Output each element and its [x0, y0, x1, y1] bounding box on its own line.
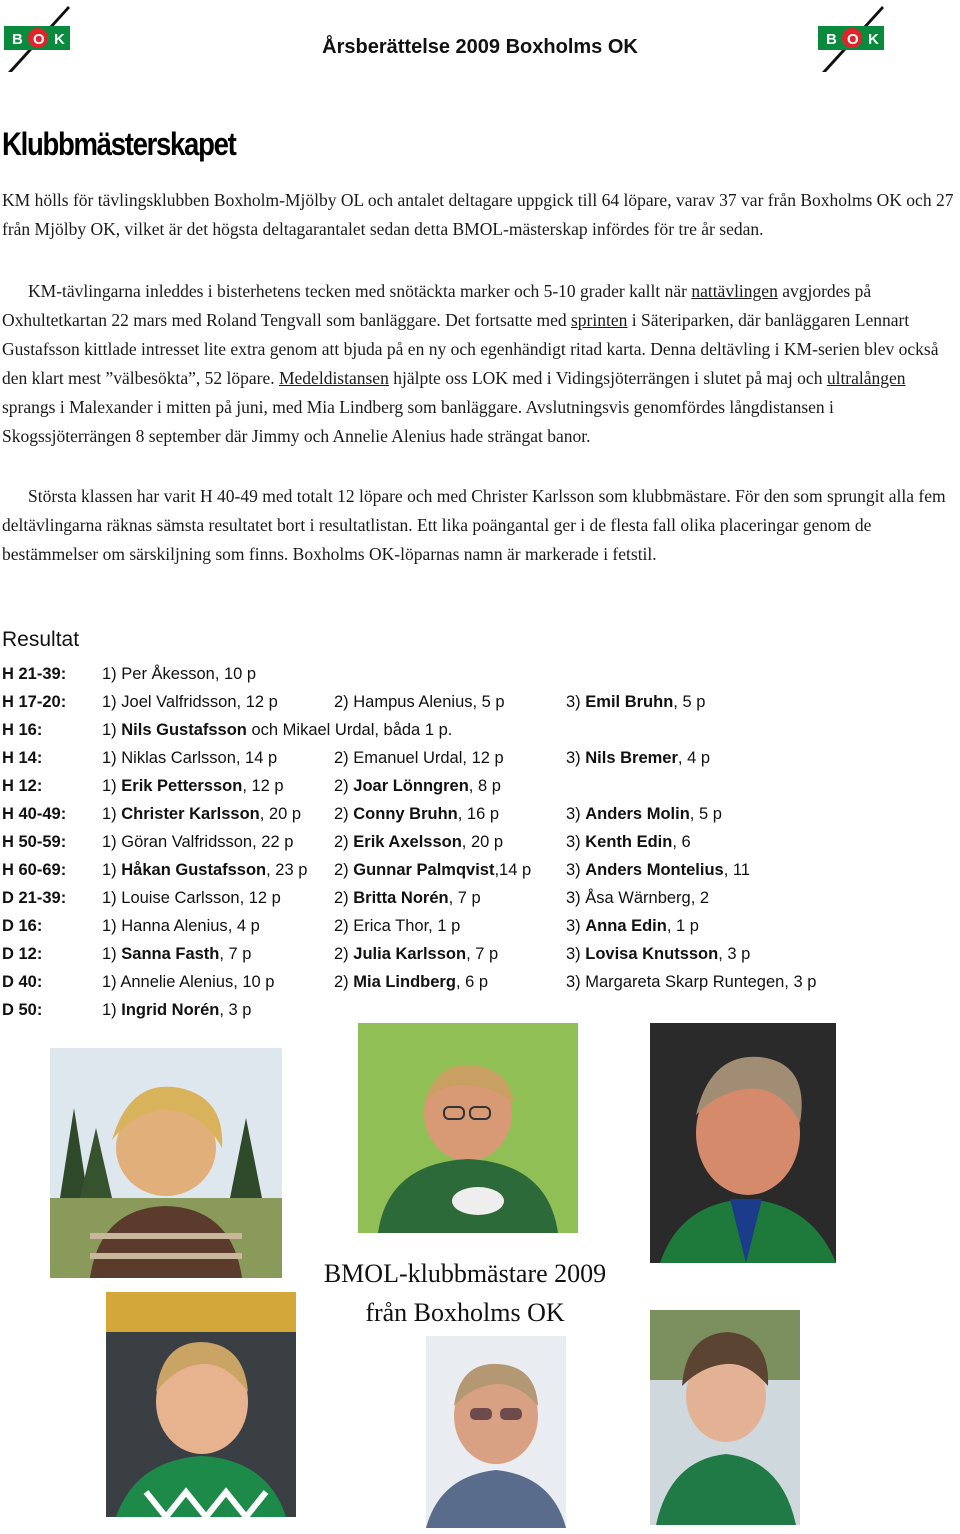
logo-letter-b: B [826, 31, 837, 48]
result-placing [102, 800, 301, 828]
result-class: H 16: [2, 721, 43, 739]
result-text: 2) [334, 917, 354, 935]
result-text: 1) [102, 833, 122, 851]
runner-name-boxholm: Anders Molin [585, 805, 690, 823]
result-text: 2) [334, 805, 354, 823]
result-class: D 12: [2, 945, 43, 963]
result-placing [334, 688, 505, 716]
result-placing [566, 968, 816, 996]
result-text: 1) [102, 749, 122, 767]
runner-name-boxholm: Christer Karlsson [121, 805, 260, 823]
result-placing [102, 912, 260, 940]
result-placing [102, 968, 275, 996]
result-text: ,14 p [494, 861, 532, 879]
result-placing [566, 940, 750, 968]
result-placing [334, 856, 531, 884]
logo-letter-b: B [12, 31, 23, 48]
result-placing [566, 912, 699, 940]
runner-name: Louise Carlsson [121, 889, 240, 907]
result-text: 3) [566, 749, 586, 767]
runner-name: Göran Valfridsson [121, 833, 253, 851]
result-text: , 2 [690, 889, 710, 907]
logo-letter-o: O [847, 31, 859, 48]
result-text: 3) [566, 861, 586, 879]
result-text: , 20 p [259, 805, 302, 823]
result-row [2, 968, 958, 996]
result-class: H 40-49: [2, 805, 67, 823]
result-text: 3) [566, 693, 586, 711]
result-text: , 6 [672, 833, 691, 851]
runner-name-boxholm: Lovisa Knutsson [585, 945, 719, 963]
text-run: i Säteriparken, där banläggaren Lennart Gustafsson kittlade intresset lite extra genom att bjuda på en ny och egenhändigt ritad karta. Denna deltävling i KM-serien blev också den klart mest ”välbesökta”, 52 löpare. [2, 310, 939, 388]
photo-older-man [650, 1023, 836, 1263]
logo-letter-o: O [33, 31, 45, 48]
logo-letter-k: K [54, 31, 65, 48]
result-text: 1) [102, 1001, 122, 1019]
result-placing [334, 940, 498, 968]
link-medeldistansen: Medeldistansen [278, 368, 389, 388]
result-text: , 1 p [428, 917, 461, 935]
runner-name-boxholm: Kenth Edin [585, 833, 673, 851]
text-run: sprangs i Malexander i mitten på juni, med Mia Lindberg som banläggare. Avslutningsvis genomfördes långdistansen i Skogssjöterrängen 8 september där Jimmy och Annelie Alenius hade strängat banor. [2, 397, 834, 446]
result-text: 2) [334, 749, 354, 767]
result-text: , 12 p [236, 693, 278, 711]
photo-man-glasses [358, 1023, 578, 1233]
photo-junior-girl [106, 1292, 296, 1517]
link-nattavlingen: nattävlingen [691, 281, 778, 301]
runner-name-boxholm: Julia Karlsson [353, 945, 467, 963]
result-text: , 22 p [252, 833, 294, 851]
runner-name-boxholm: Sanna Fasth [121, 945, 220, 963]
result-text: 1) [102, 861, 122, 879]
result-placing [102, 940, 251, 968]
result-text: 1) [102, 917, 122, 935]
runner-name-boxholm: Anna Edin [585, 917, 667, 935]
section-title: Klubbmästerskapet [2, 126, 236, 162]
caption-line-2: från Boxholms OK [365, 1298, 565, 1327]
result-text: , 16 p [457, 805, 500, 823]
result-placing [566, 800, 722, 828]
result-class: H 50-59: [2, 833, 67, 851]
runner-name: Annelie Alenius [120, 973, 234, 991]
result-placing [102, 996, 251, 1024]
runner-name: Hampus Alenius [353, 693, 473, 711]
result-class: H 17-20: [2, 693, 67, 711]
result-text: 3) [566, 945, 586, 963]
photo-woman-glasses [426, 1336, 566, 1528]
result-text: 1) [102, 665, 122, 683]
result-placing [102, 660, 256, 688]
document-header-title: Årsberättelse 2009 Boxholms OK [322, 36, 638, 58]
paragraph-summary: Största klassen har varit H 40-49 med totalt 12 löpare och med Christer Karlsson som klubbmästare. För den som sprungit alla fem deltävlingarna räknas sämsta resultatet bort i resultatlistan. Ett lika poängantal ger i de flesta fall olika placeringar genom de bestämmelser om särskiljning som finns. Boxholms OK-löparnas namn är markerade i fetstil. [2, 486, 946, 564]
result-class: H 21-39: [2, 665, 67, 683]
result-text: 1) [102, 777, 122, 795]
runner-name: Erica Thor [353, 917, 429, 935]
runner-name-boxholm: Nils Bremer [585, 749, 678, 767]
result-class: H 12: [2, 777, 43, 795]
runner-name: Niklas Carlsson [121, 749, 236, 767]
result-text: , 10 p [233, 973, 275, 991]
result-class: D 21-39: [2, 889, 67, 907]
result-text: 3) [566, 805, 586, 823]
result-text: 3) [566, 917, 586, 935]
result-class: D 50: [2, 1001, 43, 1019]
runner-name-boxholm: Mia Lindberg [353, 973, 456, 991]
result-placing [102, 884, 281, 912]
runner-name-boxholm: Håkan Gustafsson [121, 861, 267, 879]
result-placing [334, 744, 504, 772]
result-text: , 12 p [242, 777, 284, 795]
result-class: H 60-69: [2, 861, 67, 879]
result-text: , 1 p [666, 917, 699, 935]
result-placing [102, 772, 284, 800]
result-text: , 4 p [677, 749, 711, 767]
text-run: hjälpte oss LOK med i Vidingsjöterrängen i slutet på maj och [388, 368, 827, 388]
caption-line-1: BMOL-klubbmästare 2009 [323, 1259, 607, 1288]
runner-name: Per Åkesson [121, 665, 215, 683]
result-row [2, 828, 958, 856]
result-text: , 7 p [219, 945, 252, 963]
result-class: D 16: [2, 917, 43, 935]
results-list [2, 660, 958, 1024]
text-run: KM-tävlingarna inleddes i bisterhetens tecken med snötäckta marker och 5-10 grader kallt när [28, 281, 692, 301]
photo-caption [300, 1254, 630, 1332]
result-text: och Mikael Urdal, båda 1 p. [246, 721, 453, 739]
runner-name-boxholm: Joar Lönngren [353, 777, 469, 795]
runner-name-boxholm: Conny Bruhn [353, 805, 458, 823]
result-placing [334, 968, 488, 996]
result-text: 1) [102, 889, 122, 907]
result-text: 1) [102, 693, 122, 711]
result-placing [102, 744, 277, 772]
paragraph-intro: KM hölls för tävlingsklubben Boxholm-Mjölby OL och antalet deltagare uppgick till 64 löpare, varav 37 var från Boxholms OK och 27 från Mjölby OK, vilket är det högsta deltagarantalet sedan detta BMOL-mästerskap infördes för tre år sedan. [2, 190, 954, 239]
result-placing [102, 856, 307, 884]
runner-name-boxholm: Nils Gustafsson [121, 721, 247, 739]
result-text: 2) [334, 945, 354, 963]
club-logo-right [816, 2, 888, 74]
result-row [2, 716, 958, 744]
result-text: , 3 p [219, 1001, 252, 1019]
result-row [2, 856, 958, 884]
link-sprinten: sprinten [571, 310, 628, 330]
result-text: , 3 p [784, 973, 817, 991]
runner-name-boxholm: Britta Norén [353, 889, 449, 907]
result-placing [566, 828, 691, 856]
runner-name-boxholm: Emil Bruhn [585, 693, 674, 711]
runner-name-boxholm: Erik Axelsson [353, 833, 462, 851]
result-row [2, 772, 958, 800]
result-text: 2) [334, 973, 354, 991]
result-row [2, 744, 958, 772]
runner-name-boxholm: Ingrid Norén [121, 1001, 220, 1019]
results-heading: Resultat [2, 628, 80, 651]
result-placing [566, 688, 705, 716]
runner-name-boxholm: Gunnar Palmqvist [353, 861, 495, 879]
result-placing [102, 828, 293, 856]
result-text: , 23 p [266, 861, 308, 879]
result-class: D 40: [2, 973, 43, 991]
result-text: , 3 p [718, 945, 751, 963]
runner-name: Åsa Wärnberg [585, 889, 691, 907]
runner-name: Joel Valfridsson [121, 693, 237, 711]
result-row [2, 800, 958, 828]
result-text: , 7 p [466, 945, 499, 963]
result-text: , 20 p [461, 833, 504, 851]
result-placing [566, 884, 709, 912]
result-row [2, 688, 958, 716]
result-text: , 12 p [239, 889, 281, 907]
result-text: , 7 p [448, 889, 481, 907]
result-text: , 11 [723, 861, 750, 879]
result-placing [102, 688, 278, 716]
result-text: 2) [334, 833, 354, 851]
result-text: , 5 p [673, 693, 706, 711]
result-row [2, 884, 958, 912]
result-text: 2) [334, 861, 354, 879]
result-placing [334, 772, 501, 800]
photo-junior-boy-2 [650, 1310, 800, 1525]
result-text: 1) [102, 805, 122, 823]
result-text: 2) [334, 693, 354, 711]
result-text: 3) [566, 833, 586, 851]
result-text: 1) [102, 721, 122, 739]
result-text: 2) [334, 889, 354, 907]
result-placing [102, 716, 452, 744]
result-text: , 4 p [227, 917, 260, 935]
result-text: 1) [102, 945, 122, 963]
paragraph-competitions [2, 277, 958, 451]
runner-name: Emanuel Urdal [353, 749, 463, 767]
result-text: , 14 p [235, 749, 278, 767]
result-text: , 12 p [462, 749, 504, 767]
runner-name-boxholm: Erik Pettersson [121, 777, 243, 795]
result-placing [334, 884, 481, 912]
result-text: 2) [334, 777, 354, 795]
logo-letter-k: K [868, 31, 879, 48]
result-text: , 10 p [214, 665, 257, 683]
result-placing [334, 800, 499, 828]
result-text: , 5 p [472, 693, 505, 711]
result-placing [334, 912, 460, 940]
result-row [2, 660, 958, 688]
runner-name: Hanna Alenius [121, 917, 228, 935]
result-class: H 14: [2, 749, 43, 767]
runner-name: Margareta Skarp Runtegen [585, 973, 785, 991]
runner-name-boxholm: Anders Montelius [585, 861, 724, 879]
result-text: 1) [102, 973, 121, 991]
result-text: , 5 p [689, 805, 722, 823]
result-text: , 6 p [455, 973, 489, 991]
result-text: 3) [566, 973, 586, 991]
result-row [2, 912, 958, 940]
link-ultralangen: ultralången [826, 368, 906, 388]
result-placing [566, 856, 750, 884]
result-text: , 8 p [468, 777, 501, 795]
result-row [2, 940, 958, 968]
result-placing [334, 828, 503, 856]
result-placing [566, 744, 710, 772]
result-text: 3) [566, 889, 586, 907]
result-row [2, 996, 958, 1024]
photo-junior-boy [50, 1048, 282, 1278]
text-run: avgjordes på Oxhultetkartan 22 mars med Roland Tengvall som banläggare. Det fortsatte med [2, 281, 872, 330]
